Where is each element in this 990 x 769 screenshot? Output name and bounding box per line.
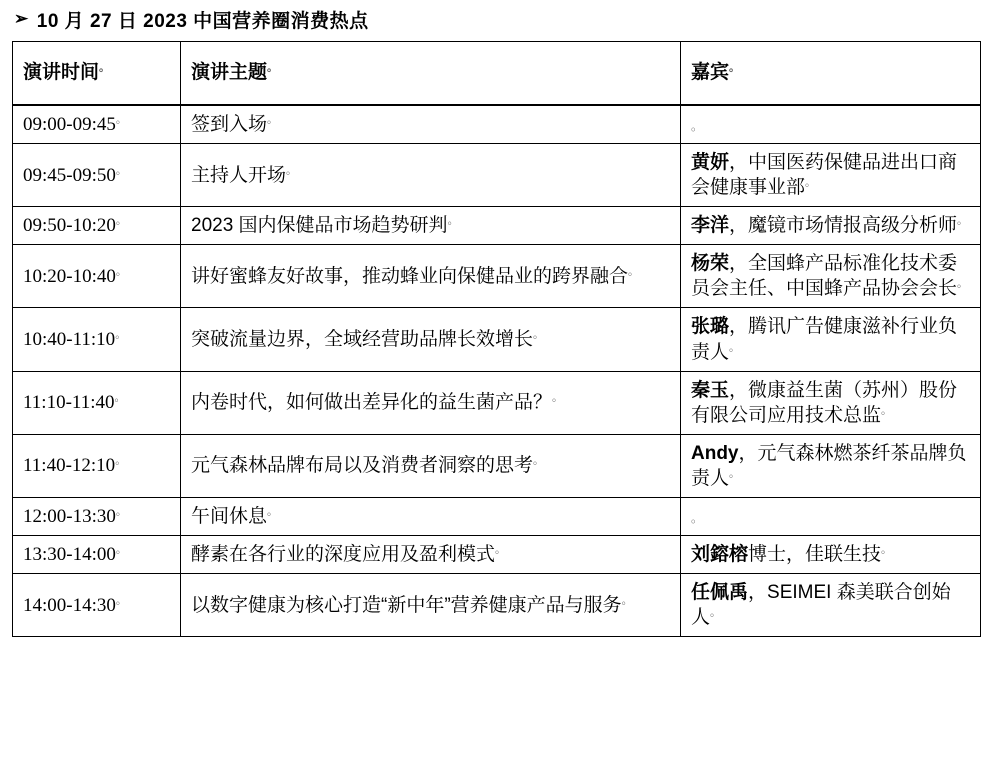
- column-header-topic-label: 演讲主题: [191, 62, 268, 84]
- table-row: [13, 497, 981, 535]
- column-header-topic: [181, 42, 681, 106]
- schedule-table: [12, 41, 981, 637]
- tail-mark: 。: [286, 164, 298, 177]
- tail-mark: 。: [115, 594, 127, 607]
- time-text: 13:30-14:00: [23, 544, 116, 566]
- time-text: 10:40-11:10: [23, 329, 116, 350]
- topic-text: 签到入场: [191, 114, 268, 135]
- guest-affiliation: ，魔镜市场情报高级分析师: [729, 215, 958, 237]
- tail-mark: 。: [115, 505, 127, 518]
- cell-topic: [181, 144, 681, 207]
- cell-topic: [181, 105, 681, 144]
- table-row: [13, 434, 981, 497]
- cell-time: [13, 434, 181, 497]
- time-text: 10:20-10:40: [23, 265, 116, 287]
- tail-mark: 。: [115, 164, 127, 177]
- topic-text: 讲好蜜蜂友好故事，推动蜂业向保健品业的跨界融合: [191, 265, 629, 287]
- cell-topic: [181, 207, 681, 245]
- guest-affiliation: ，中国医药保健品进出口商会健康事业部: [691, 152, 958, 199]
- tail-mark: 。: [881, 404, 893, 417]
- cell-time: [13, 497, 181, 535]
- empty-mark: 。: [691, 119, 704, 133]
- tail-mark: 。: [729, 341, 741, 354]
- guest-affiliation: ，SEIMEI 森美联合创始人: [691, 582, 951, 629]
- table-body: [13, 105, 981, 637]
- cell-topic: [181, 371, 681, 434]
- table-header-row: [13, 42, 981, 106]
- tail-mark: 。: [115, 328, 127, 341]
- tail-mark: 。: [115, 543, 127, 556]
- table-row: [13, 245, 981, 308]
- guest-name: 黄妍: [691, 152, 730, 174]
- time-text: 09:50-10:20: [23, 215, 116, 237]
- guest-name: Andy: [691, 442, 739, 464]
- tail-mark: 。: [115, 454, 127, 467]
- tail-mark: 。: [267, 62, 279, 75]
- table-row: [13, 207, 981, 245]
- table-row: [13, 371, 981, 434]
- table-row: [13, 308, 981, 371]
- guest-affiliation: ，元气森林燃茶纤茶品牌负责人: [691, 442, 967, 489]
- cell-guest: [681, 574, 981, 637]
- tail-mark: 。: [495, 543, 507, 556]
- table-row: [13, 105, 981, 144]
- cell-time: [13, 308, 181, 371]
- tail-mark: 。: [447, 214, 459, 227]
- topic-text: 以数字健康为核心打造“新中年”营养健康产品与服务: [191, 594, 622, 616]
- time-text: 14:00-14:30: [23, 594, 116, 616]
- guest-affiliation: ，微康益生菌（苏州）股份有限公司应用技术总监: [691, 379, 958, 426]
- time-text: 12:00-13:30: [23, 505, 116, 527]
- bullet-arrow-icon: ➢: [14, 9, 29, 28]
- topic-text: 内卷时代，如何做出差异化的益生菌产品？: [191, 392, 553, 414]
- guest-name: 任佩禹: [691, 582, 749, 604]
- tail-mark: 。: [267, 113, 279, 126]
- column-header-time-label: 演讲时间: [23, 62, 100, 84]
- topic-text: 元气森林品牌布局以及消费者洞察的思考: [191, 455, 534, 477]
- cell-time: [13, 574, 181, 637]
- cell-topic: [181, 245, 681, 308]
- guest-name: 秦玉: [691, 379, 730, 401]
- cell-time: [13, 105, 181, 144]
- time-text: 09:45-09:50: [23, 164, 116, 186]
- tail-mark: 。: [115, 214, 127, 227]
- tail-mark: 。: [552, 391, 564, 404]
- column-header-time: [13, 42, 181, 106]
- cell-guest: [681, 371, 981, 434]
- page-title-text: 10 月 27 日 2023 中国营养圈消费热点: [36, 11, 369, 32]
- cell-guest: [681, 207, 981, 245]
- tail-mark: 。: [628, 265, 640, 278]
- cell-time: [13, 144, 181, 207]
- empty-mark: 。: [691, 510, 704, 525]
- cell-time: [13, 371, 181, 434]
- cell-guest: [681, 144, 981, 207]
- cell-topic: [181, 308, 681, 371]
- cell-time: [13, 245, 181, 308]
- cell-topic: [181, 536, 681, 574]
- tail-mark: 。: [621, 594, 633, 607]
- cell-guest: [681, 308, 981, 371]
- guest-name: 刘鎔榕: [691, 544, 749, 566]
- column-header-guest-label: 嘉宾: [691, 62, 730, 84]
- topic-text: 酵素在各行业的深度应用及盈利模式: [191, 544, 496, 566]
- time-text: 11:10-11:40: [23, 392, 115, 414]
- tail-mark: 。: [957, 278, 969, 291]
- tail-mark: 。: [881, 543, 893, 556]
- tail-mark: 。: [115, 265, 127, 278]
- cell-time: [13, 207, 181, 245]
- cell-guest: [681, 497, 981, 535]
- page-title: [10, 0, 980, 41]
- table-row: [13, 144, 981, 207]
- tail-mark: 。: [710, 606, 722, 619]
- tail-mark: 。: [805, 176, 817, 189]
- tail-mark: 。: [533, 328, 545, 341]
- topic-text: 主持人开场: [191, 164, 287, 186]
- cell-topic: [181, 434, 681, 497]
- time-text: 09:00-09:45: [23, 114, 116, 135]
- cell-topic: [181, 497, 681, 535]
- table-row: [13, 574, 981, 637]
- guest-name: 张璐: [691, 316, 730, 338]
- guest-affiliation: ，腾讯广告健康滋补行业负责人: [691, 316, 958, 363]
- topic-text: 2023 国内保健品市场趋势研判: [191, 215, 448, 237]
- cell-time: [13, 536, 181, 574]
- cell-guest: [681, 434, 981, 497]
- guest-affiliation: ，全国蜂产品标准化技术委员会主任、中国蜂产品协会会长: [691, 253, 958, 300]
- cell-guest: [681, 245, 981, 308]
- tail-mark: 。: [729, 62, 741, 75]
- tail-mark: 。: [533, 454, 545, 467]
- tail-mark: 。: [115, 113, 127, 126]
- guest-name: 李洋: [691, 215, 730, 237]
- guest-name: 杨荣: [691, 253, 730, 275]
- tail-mark: 。: [729, 467, 741, 480]
- topic-text: 突破流量边界，全域经营助品牌长效增长: [191, 329, 534, 350]
- guest-affiliation: 博士，佳联生技: [748, 544, 882, 566]
- tail-mark: 。: [114, 391, 126, 404]
- tail-mark: 。: [99, 62, 111, 75]
- tail-mark: 。: [267, 505, 279, 518]
- time-text: 11:40-12:10: [23, 455, 116, 477]
- column-header-guest: [681, 42, 981, 106]
- topic-text: 午间休息: [191, 505, 268, 527]
- cell-guest: [681, 105, 981, 144]
- tail-mark: 。: [957, 214, 969, 227]
- cell-guest: [681, 536, 981, 574]
- table-row: [13, 536, 981, 574]
- cell-topic: [181, 574, 681, 637]
